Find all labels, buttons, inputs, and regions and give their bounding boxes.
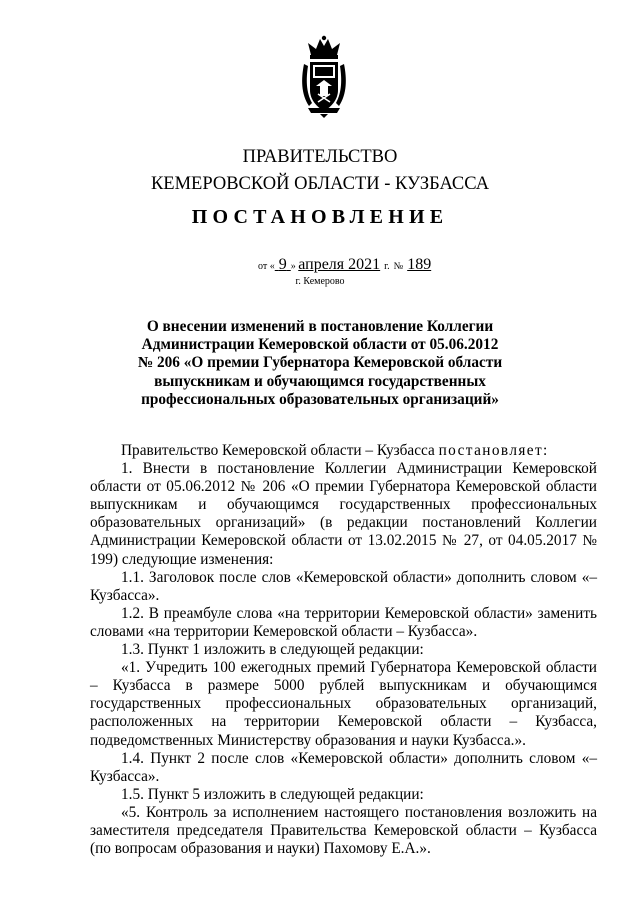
government-name-line1: ПРАВИТЕЛЬСТВО [242, 147, 398, 167]
paragraph-1-3: 1.3. Пункт 1 изложить в следующей редакции: [121, 641, 424, 659]
paragraph-resolution: Правительство Кемеровской области – Кузбасса постановляет: [121, 442, 549, 459]
paragraph-quote-5: «5. Контроль за исполнением настоящего постановления возложить на заместителя председателя Правительства Кемеровской области – Кузбасса (по вопросам образования и науки) Пахомову Е.А.». [90, 803, 597, 858]
title-line: О внесении изменений в постановление Коллегии [146, 318, 494, 335]
resolution-word: постановляет: [438, 442, 549, 459]
year-suffix: г. [384, 261, 390, 272]
paragraph-1: 1. Внести в постановление Коллегии Администрации Кемеровской области от 05.06.2012 № 206 «О премии Губернатора Кемеровской области выпускникам и обучающимся государственных профессиональных образовательных организаций» (в редакции постановлений Коллегии Администрации Кемеровской области от 13.02.2015 № 27, от 04.05.2017 № 199) следующие изменения: [90, 460, 597, 568]
paragraph-1-5: 1.5. Пункт 5 изложить в следующей редакции: [121, 785, 424, 803]
date-day: 9 [278, 256, 287, 273]
paragraph-1-4: 1.4. Пункт 2 после слов «Кемеровской области» дополнить словом «– Кузбасса». [90, 749, 597, 785]
title-line: профессиональных образовательных организаций» [141, 390, 499, 408]
title-line: № 206 «О премии Губернатора Кемеровской области [137, 354, 503, 372]
kemerovo-coat-of-arms-icon [299, 34, 349, 118]
place-of-issue: г. Кемерово [295, 276, 345, 287]
document-title [100, 318, 540, 409]
date-month-year: апреля 2021 [298, 256, 381, 273]
document-type-heading: ПОСТАНОВЛЕНИЕ [191, 206, 449, 228]
number-sign: № [393, 261, 404, 272]
paragraph-quote-1: «1. Учредить 100 ежегодных премий Губернатора Кемеровской области – Кузбасса в размере 5000 рублей выпускникам и обучающимся государственных профессиональных образовательных организаций, расположенных на территории Кемеровской области – Кузбасса, подведомственных Министерству образования и науки Кузбасса.». [90, 659, 597, 749]
date-prefix: от « [258, 261, 275, 272]
document-date-number: от « 9 » апреля 2021 г. № 189 [258, 256, 432, 273]
paragraph-1-2: 1.2. В преамбуле слова «на территории Кемеровской области» заменить словами «на территории Кемеровской области – Кузбасса». [90, 604, 597, 640]
document-number: 189 [407, 256, 432, 273]
document-body [90, 442, 597, 858]
title-line: выпускникам и обучающимся государственных [154, 372, 486, 390]
title-line: Администрации Кемеровской области от 05.06.2012 [141, 336, 499, 354]
paragraph-1-1: 1.1. Заголовок после слов «Кемеровской области» дополнить словом «– Кузбасса». [90, 568, 597, 604]
government-name-line2: КЕМЕРОВСКОЙ ОБЛАСТИ - КУЗБАССА [150, 174, 490, 194]
